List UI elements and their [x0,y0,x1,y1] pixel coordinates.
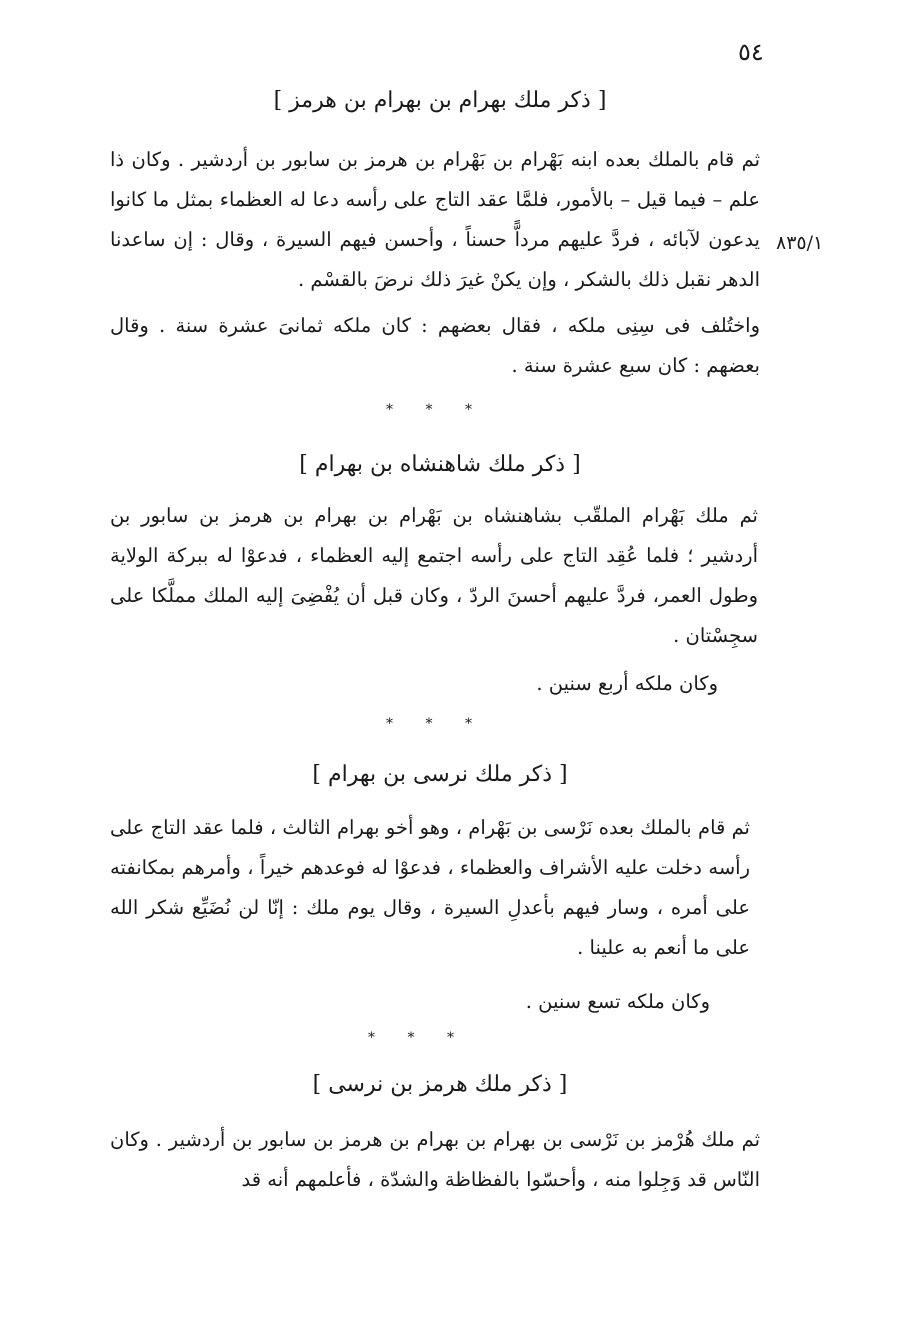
paragraph: ثم ملك بَهْرام الملقّب بشاهنشاه بن بَهْرام بن بهرام بن هرمز بن سابور بن أردشير ؛ فلما عُقِد التاج على رأسه اجتمع إليه العظماء ، فدعوْا له ببركة الولاية وطول العمر، فردَّ عليهم أحسنَ الردّ ، وكان قبل أن يُفْضِىَ إليه الملك مملَّكا على سجِسْتان . [110,504,758,647]
section-heading: [ ذكر ملك نرسى بن بهرام ] [312,762,568,787]
paragraph: واختُلف فى سِنِى ملكه ، فقال بعضهم : كان ملكه ثمانىَ عشرة سنة . وقال بعضهم : كان سبع عشرة سنة . [110,314,760,377]
paragraph: وكان ملكه تسع سنين . [525,990,710,1013]
paragraph: ثم ملك هُرْمز بن نَرْسى بن بهرام بن بهرام بن هرمز بن سابور بن أردشير . وكان النّاس قد وَجِلوا منه ، وأحسّوا بالفظاظة والشدّة ، فأعلمهم أنه قد [110,1128,760,1191]
paragraph: ثم قام بالملك بعده نَرْسى بن بَهْرام ، وهو أخو بهرام الثالث ، فلما عقد التاج على رأسه دخلت عليه الأشراف والعظماء ، فدعوْا له فوعدهم خيراً ، وأمرهم بمكانفته على أمره ، وسار فيهم بأعدلِ السيرة ، وقال يوم ملك : إنّا لن نُضَيِّع شكر الله على ما أنعم به علينا . [110,816,750,959]
margin-note: ٨٣٥/١ [776,232,824,254]
section-heading: [ ذكر ملك هرمز بن نرسى ] [312,1072,568,1097]
section-divider: * * * [386,716,486,732]
page-number: ٥٤ [738,38,764,66]
section-divider: * * * [386,402,486,418]
paragraph: ثم قام بالملك بعده ابنه بَهْرام بن بَهْرام بن هرمز بن سابور بن أردشير . وكان ذا علم – فيما قيل – بالأمور، فلمَّا عقد التاج على رأسه دعا له العظماء بمثل ما كانوا يدعون لآبائه ، فردَّ عليهم مرداًّ حسناً ، وأحسن فيهم السيرة ، وقال : إن ساعدنا الدهر نقبل ذلك بالشكر ، وإن يكنْ غيرَ ذلك نرضَ بالقسْم . [110,148,760,291]
section-heading: [ ذكر ملك شاهنشاه بن بهرام ] [299,452,581,477]
section-divider: * * * [368,1030,468,1046]
paragraph: وكان ملكه أربع سنين . [536,672,718,695]
section-heading: [ ذكر ملك بهرام بن بهرام بن هرمز ] [273,88,607,113]
